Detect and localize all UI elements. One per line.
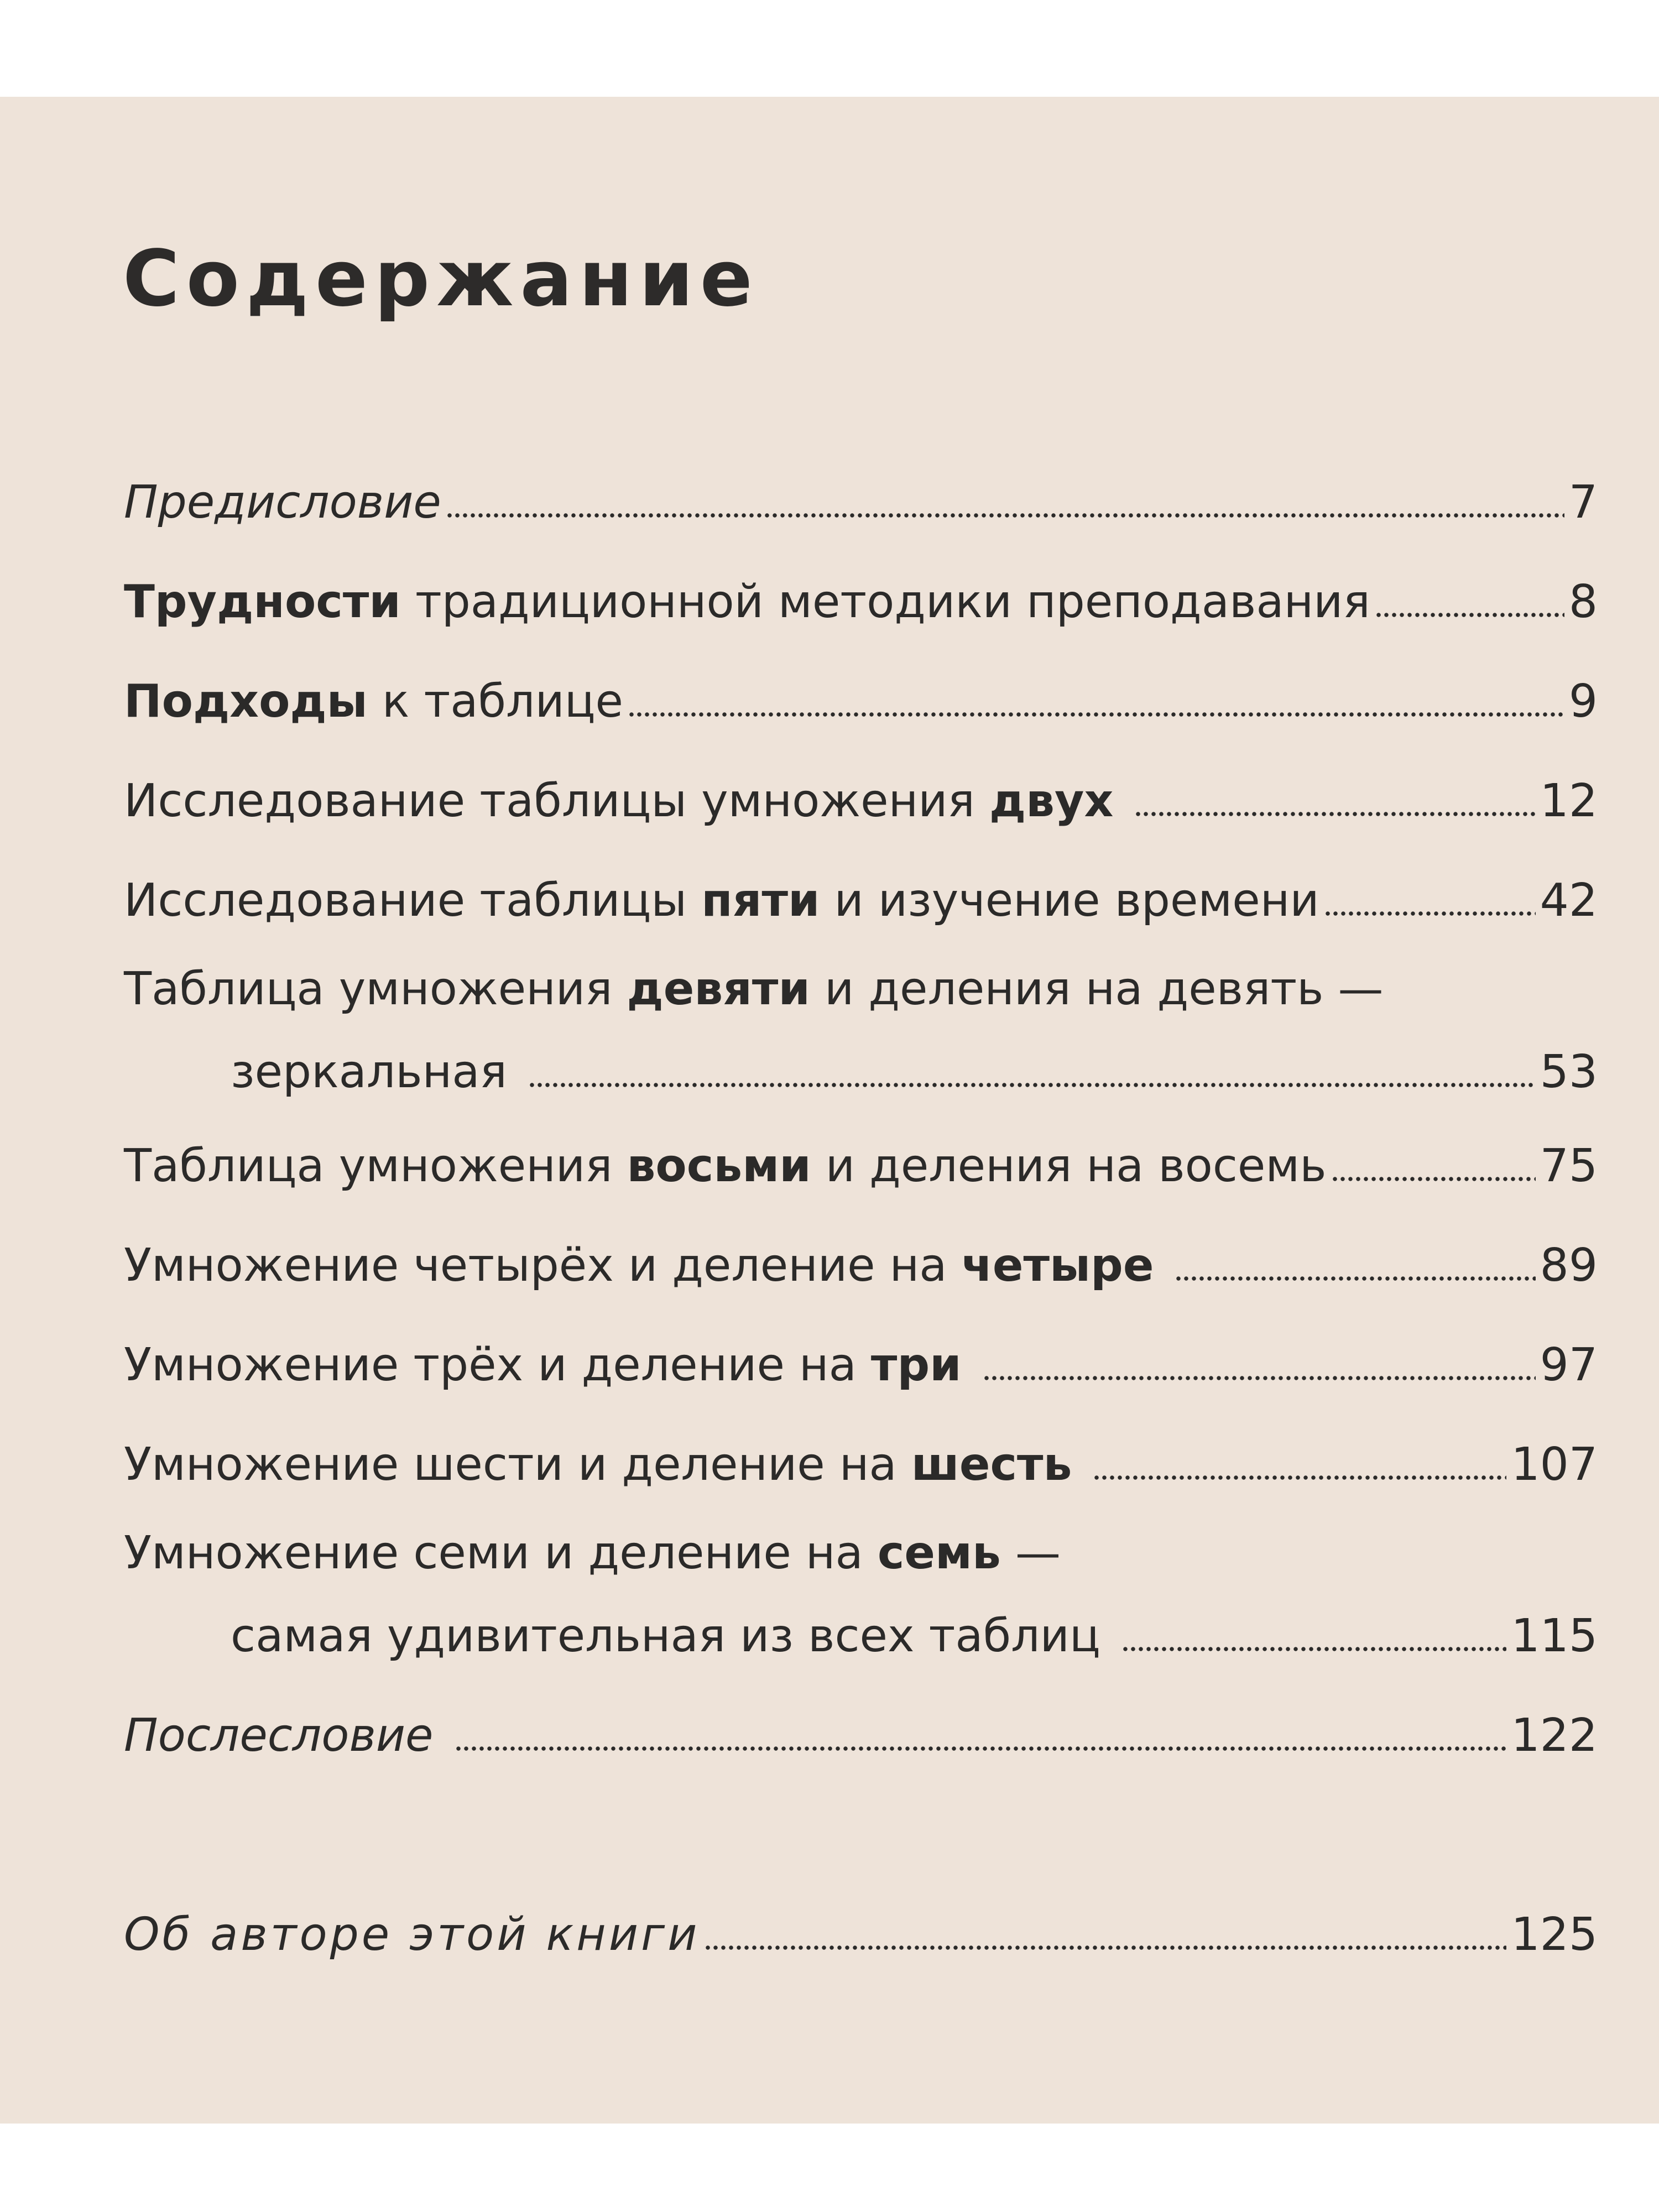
toc-page-number: 89 [1540, 1239, 1598, 1292]
toc-page-number: 12 [1540, 775, 1598, 827]
toc-page-number: 122 [1511, 1709, 1598, 1762]
dot-leader [528, 1083, 1536, 1087]
toc-entry-keyword: пяти [701, 874, 820, 927]
toc-entry-four[interactable] [124, 1239, 1598, 1293]
toc-entry-keyword: четыре [961, 1239, 1154, 1292]
dot-leader [628, 712, 1564, 717]
toc-entry-label [124, 1526, 1061, 1580]
toc-page-number: 42 [1540, 874, 1598, 927]
toc-entry-keyword: Подходы [124, 675, 368, 728]
toc-entry-nine-line1[interactable] [124, 962, 1598, 1016]
toc-entry-keyword: двух [989, 775, 1114, 827]
dot-leader [1375, 613, 1564, 617]
dot-leader [704, 1945, 1506, 1950]
toc-entry-text: Умножение шести и деление на [124, 1438, 911, 1491]
dot-leader [1331, 1177, 1536, 1181]
toc-entry-seven-line2[interactable] [124, 1609, 1598, 1663]
toc-entry-two[interactable] [124, 774, 1598, 828]
dot-leader [1121, 1647, 1507, 1651]
toc-page-number: 97 [1540, 1339, 1598, 1391]
toc-entry-label: Послесловие [124, 1709, 434, 1762]
toc-entry-preface[interactable] [124, 476, 1598, 530]
dot-leader [1134, 812, 1535, 816]
dot-leader [1093, 1475, 1506, 1480]
toc-page-number: 7 [1568, 476, 1598, 529]
toc-page-number: 107 [1511, 1438, 1598, 1491]
toc-page-number: 75 [1540, 1140, 1598, 1192]
toc-entry-keyword: три [870, 1339, 962, 1391]
toc-entry-difficulties[interactable] [124, 575, 1598, 629]
toc-page-number: 53 [1540, 1046, 1598, 1098]
toc-entry-text-2: — [1000, 1527, 1061, 1579]
toc-entry-nine-line2[interactable] [124, 1045, 1598, 1099]
toc-entry-text: Таблица умножения [124, 963, 627, 1015]
toc-page-number: 115 [1511, 1610, 1598, 1662]
toc-entry-keyword: восьми [627, 1140, 811, 1192]
toc-entry-about-author[interactable] [124, 1908, 1598, 1962]
toc-entry-keyword: Трудности [124, 576, 401, 628]
dot-leader [983, 1376, 1536, 1380]
toc-page-number: 9 [1568, 675, 1598, 728]
toc-entry-continuation: самая удивительная из всех таблиц [231, 1610, 1100, 1662]
toc-entry-label [124, 1338, 962, 1392]
dot-leader [1175, 1276, 1535, 1281]
toc-page-number: 8 [1568, 576, 1598, 628]
toc-entry-label [124, 874, 1319, 928]
toc-entry-text-2: и деления на девять — [810, 963, 1384, 1015]
page-paper [0, 97, 1659, 2124]
toc-page-number: 125 [1511, 1908, 1598, 1961]
toc-entry-text: Умножение четырёх и деление на [124, 1239, 962, 1292]
toc-entry-text: Исследование таблицы [124, 874, 702, 927]
toc-entry-three[interactable] [124, 1338, 1598, 1392]
toc-entry-label [124, 962, 1384, 1016]
toc-entry-label [124, 1139, 1327, 1193]
toc-entry-five[interactable] [124, 874, 1598, 928]
toc-entry-keyword: девяти [627, 963, 810, 1015]
dot-leader [1324, 911, 1536, 916]
toc-entry-text: традиционной методики преподавания [400, 576, 1370, 628]
toc-entry-six[interactable] [124, 1438, 1598, 1492]
toc-entry-label [124, 774, 1113, 828]
toc-entry-label [124, 1438, 1072, 1492]
dot-leader [446, 513, 1564, 518]
toc-entry-text: к таблице [367, 675, 624, 728]
toc-entry-text: Исследование таблицы умножения [124, 775, 989, 827]
toc-entry-text-2: и деления на восемь [811, 1140, 1327, 1192]
toc-entry-text: Таблица умножения [124, 1140, 627, 1192]
toc-entry-text-2: и изучение времени [820, 874, 1319, 927]
toc-entry-label: Об авторе этой книги [124, 1908, 700, 1961]
toc-entry-label [124, 675, 623, 729]
toc-entry-label [124, 575, 1370, 629]
toc-entry-continuation: зеркальная [231, 1046, 507, 1098]
toc-entry-text: Умножение трёх и деление на [124, 1339, 871, 1391]
toc-entry-keyword: семь [877, 1527, 1001, 1579]
toc-entry-afterword[interactable] [124, 1709, 1598, 1763]
toc-entry-label [124, 1239, 1154, 1293]
toc-entry-label: Предисловие [124, 476, 441, 529]
dot-leader [455, 1746, 1507, 1751]
toc-entry-text: Умножение семи и деление на [124, 1527, 878, 1579]
toc-entry-seven-line1[interactable] [124, 1526, 1598, 1580]
toc-entry-keyword: шесть [911, 1438, 1072, 1491]
page-title: Содержание [123, 234, 759, 324]
toc-entry-eight[interactable] [124, 1139, 1598, 1193]
toc-entry-approaches[interactable] [124, 675, 1598, 729]
